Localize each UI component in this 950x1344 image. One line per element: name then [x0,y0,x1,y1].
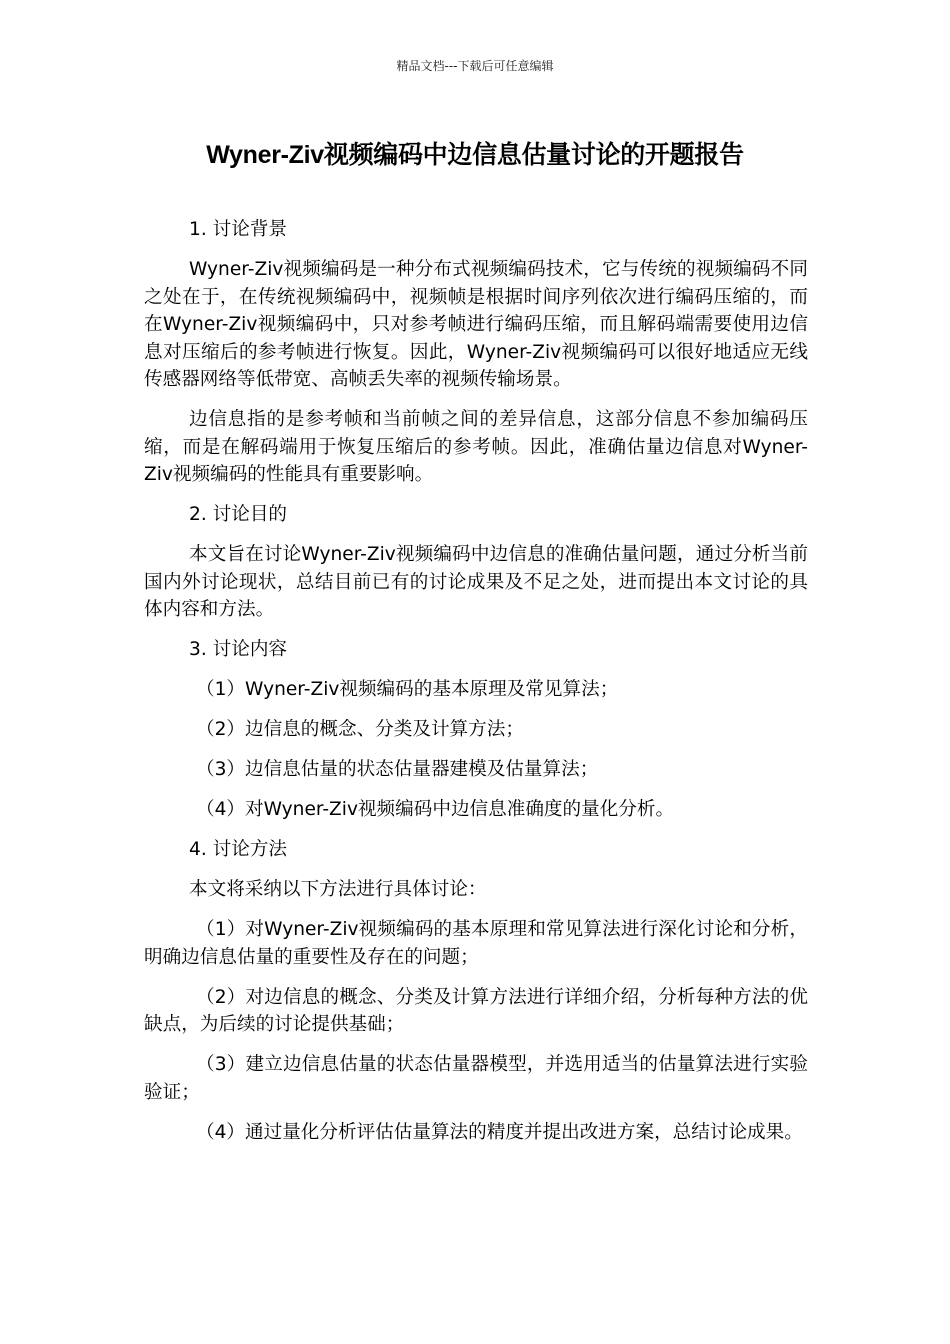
paragraph: 本文旨在讨论Wyner-Ziv视频编码中边信息的准确估量问题，通过分析当前国内外讨论现状，总结目前已有的讨论成果及不足之处，进而提出本文讨论的具体内容和方法。 [144,544,808,620]
section-heading-content: 3. 讨论内容 [189,639,288,660]
list-item: （1）Wyner-Ziv视频编码的基本原理及常见算法； [196,679,619,700]
list-item: （1）对Wyner-Ziv视频编码的基本原理和常见算法进行深化讨论和分析，明确边信息估量的重要性及存在的问题； [144,919,808,968]
paragraph: 边信息指的是参考帧和当前帧之间的差异信息，这部分信息不参加编码压缩，而是在解码端用于恢复压缩后的参考帧。因此，准确估量边信息对Wyner-Ziv视频编码的性能具有重要影响。 [144,409,808,485]
section-heading-purpose: 2. 讨论目的 [189,504,288,525]
list-item: （3）边信息估量的状态估量器建模及估量算法； [196,759,599,780]
document-title: Wyner-Ziv视频编码中边信息估量讨论的开题报告 [206,141,744,169]
list-item: （2）边信息的概念、分类及计算方法； [196,719,524,740]
header-note: 精品文档---下载后可任意编辑 [396,59,554,73]
paragraph: 本文将采纳以下方法进行具体讨论： [189,879,487,900]
list-item: （4）通过量化分析评估估量算法的精度并提出改进方案，总结讨论成果。 [196,1121,803,1143]
document-body [144,216,808,1159]
list-item: （2）对边信息的概念、分类及计算方法进行详细介绍，分析每种方法的优缺点，为后续的讨论提供基础； [144,986,808,1035]
paragraph: Wyner-Ziv视频编码是一种分布式视频编码技术，它与传统的视频编码不同之处在于，在传统视频编码中，视频帧是根据时间序列依次进行编码压缩的，而在Wyner-Ziv视频编码中，只对参考帧进行编码压缩，而且解码端需要使用边信息对压缩后的参考帧进行恢复。因此，Wyner-Ziv视频编码可以很好地适应无线传感器网络等低带宽、高帧丢失率的视频传输场景。 [144,259,808,390]
list-item: （3）建立边信息估量的状态估量器模型，并选用适当的估量算法进行实验验证； [144,1054,808,1103]
list-item: （4）对Wyner-Ziv视频编码中边信息准确度的量化分析。 [196,799,675,820]
section-heading-method: 4. 讨论方法 [189,839,288,860]
section-heading-background: 1. 讨论背景 [189,219,288,240]
